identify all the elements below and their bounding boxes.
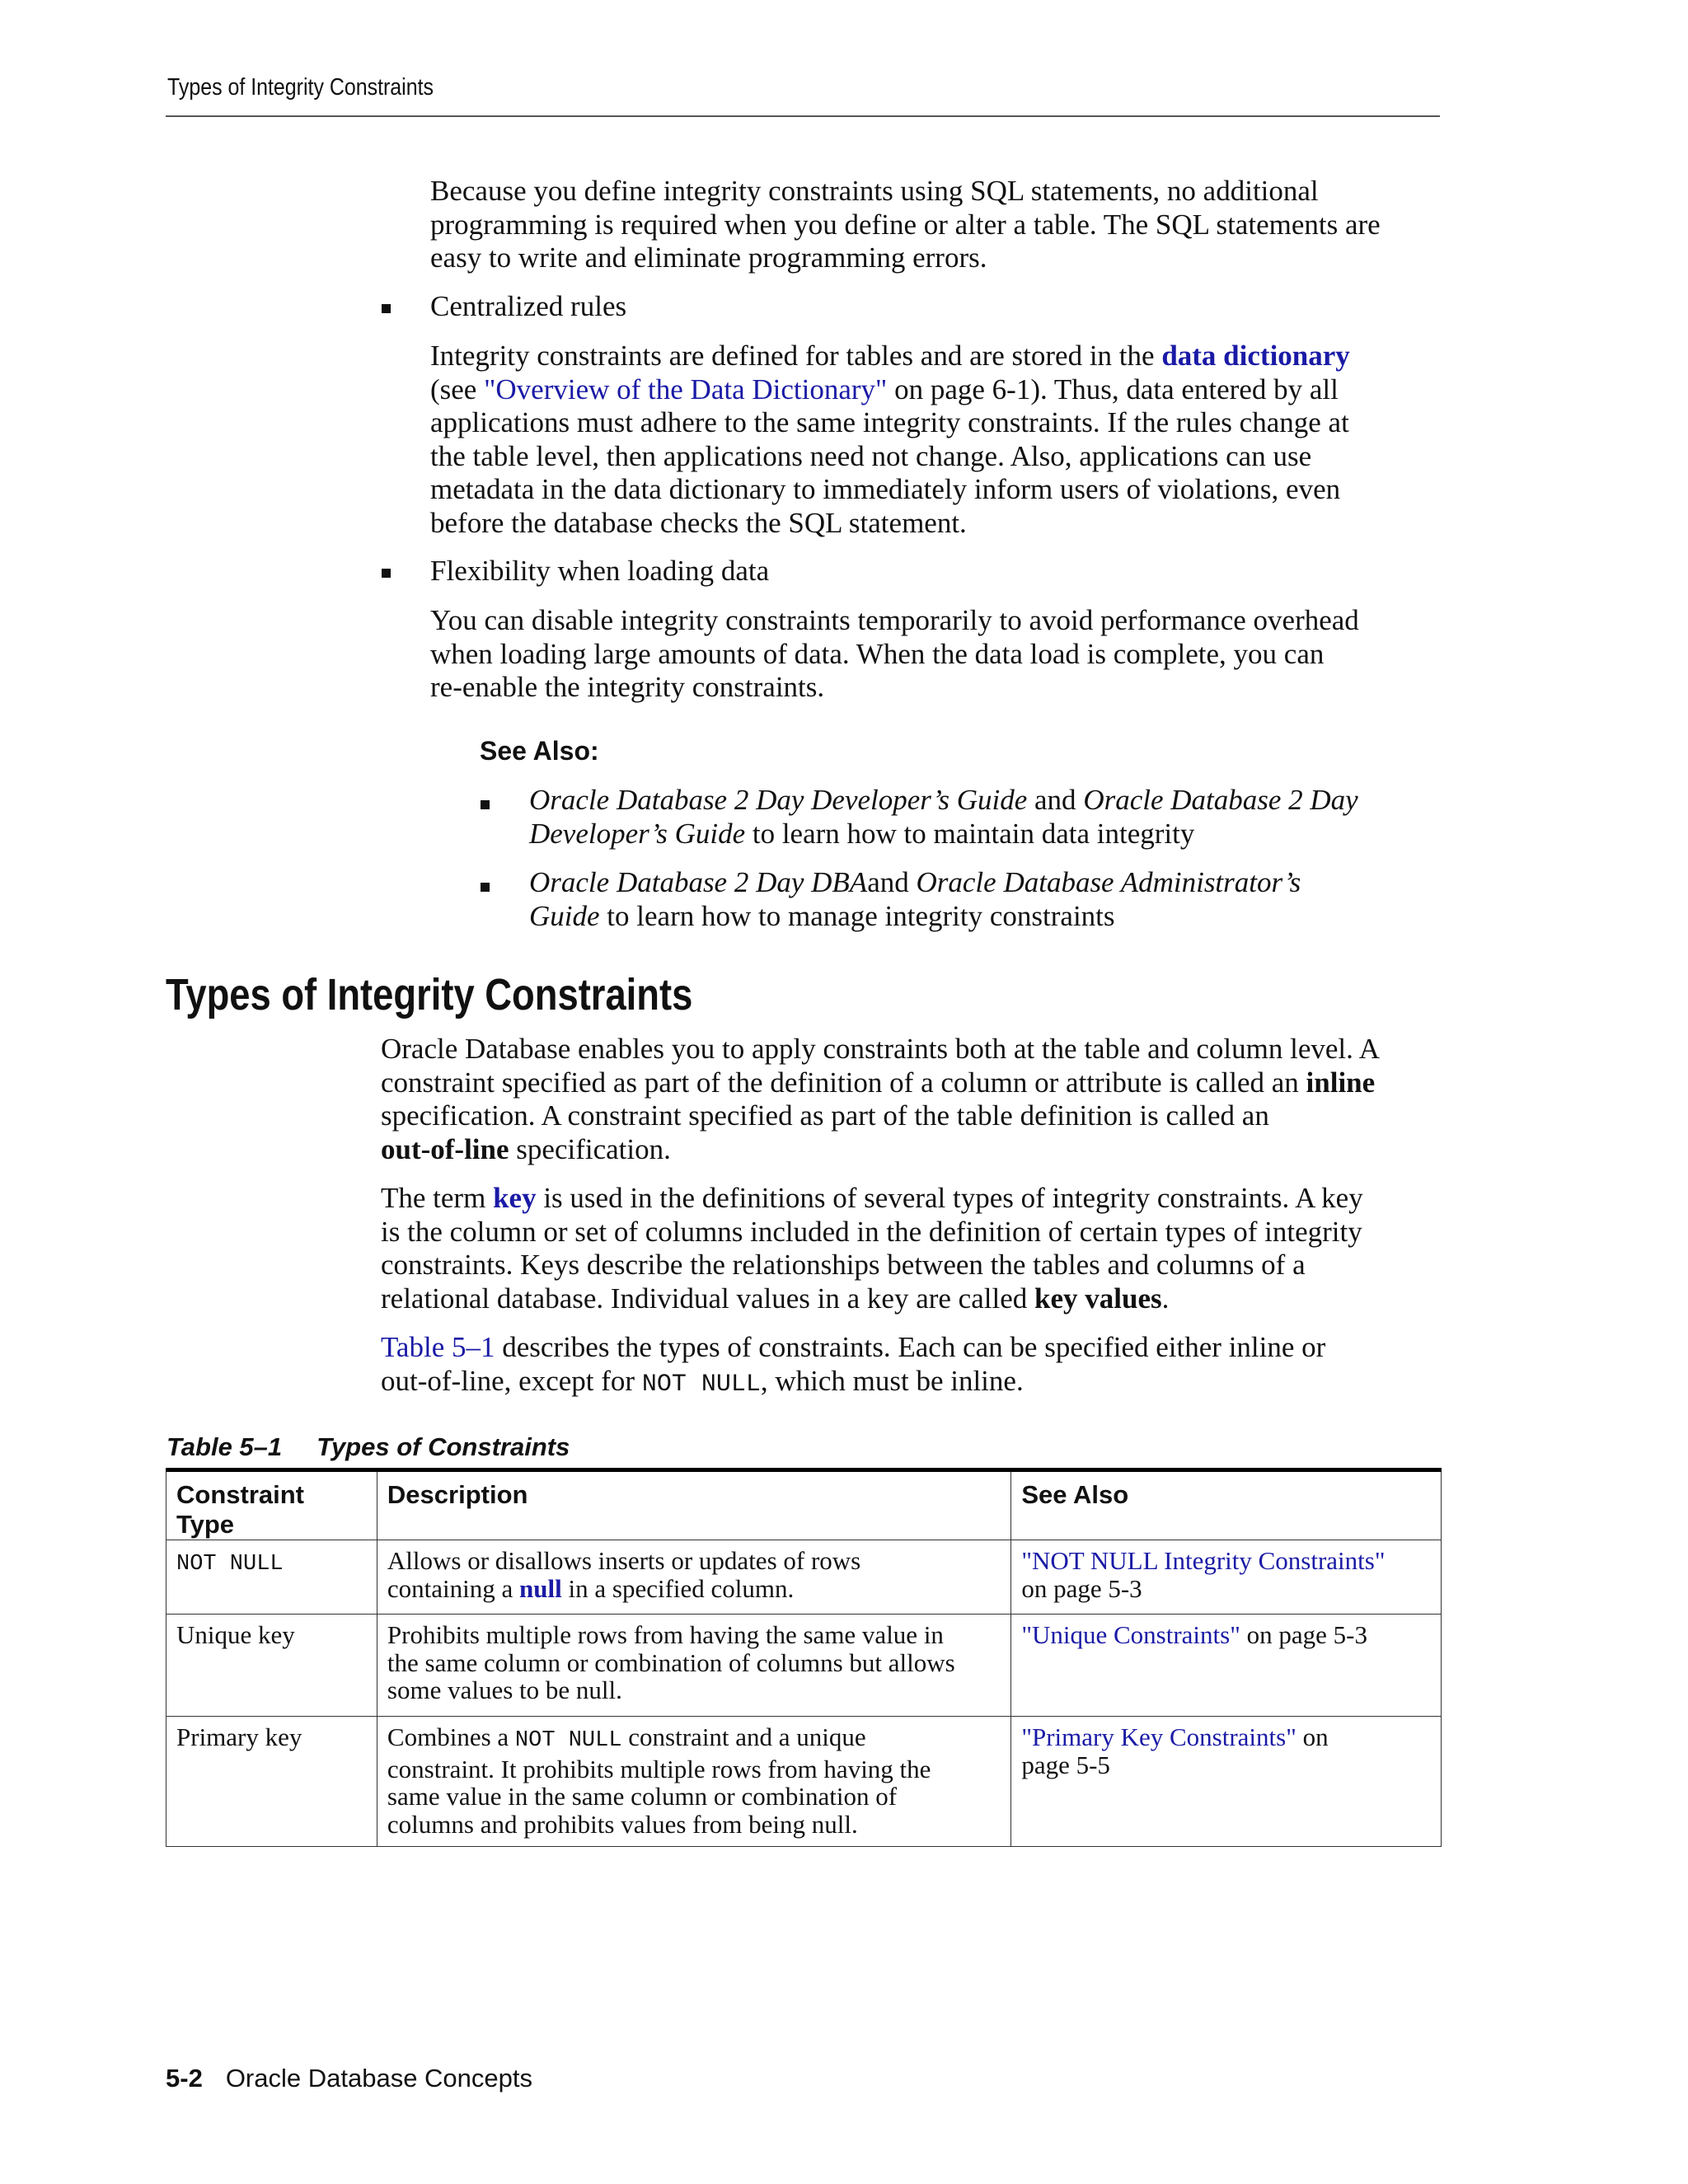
section-paragraph-3 bbox=[381, 1331, 1325, 1401]
constraint-type-cell: Primary key bbox=[166, 1717, 377, 1847]
text-line: metadata in the data dictionary to immediately inform users of violations, even bbox=[430, 473, 1341, 505]
code-not-null: NOT NULL bbox=[641, 1370, 761, 1399]
table-caption bbox=[166, 1432, 570, 1462]
term-key-values: key values bbox=[1034, 1282, 1162, 1315]
bullet-centralized-body bbox=[430, 340, 1350, 540]
description-cell: Allows or disallows inserts or updates of rows containing a null in a specified column. bbox=[377, 1540, 1010, 1615]
section-heading: Types of Integrity Constraints bbox=[166, 970, 693, 1019]
text-line: constraints. Keys describe the relationships between the tables and columns of a bbox=[381, 1249, 1306, 1281]
text-line: relational database. Individual values in a key are called key values. bbox=[381, 1282, 1170, 1315]
book-title: Oracle Database Concepts bbox=[225, 2064, 533, 2093]
primary-key-constraints-link[interactable]: "Primary Key Constraints" bbox=[1021, 1722, 1296, 1751]
text-line: when loading large amounts of data. When the data load is complete, you can bbox=[430, 637, 1325, 670]
see-also-cell: "NOT NULL Integrity Constraints" on page 5-3 bbox=[1011, 1540, 1442, 1615]
see-also-item-1 bbox=[529, 784, 1358, 851]
constraint-type-cell: Unique key bbox=[166, 1615, 377, 1717]
text-line: Oracle Database 2 Day DBAand Oracle Database Administrator’s bbox=[529, 866, 1301, 898]
page-number: 5-2 bbox=[166, 2064, 203, 2093]
text-line: Guide to learn how to manage integrity constraints bbox=[529, 899, 1115, 932]
see-also-cell: "Unique Constraints" on page 5-3 bbox=[1011, 1615, 1442, 1717]
code-not-null: NOT NULL bbox=[514, 1728, 622, 1753]
bullet-square-icon bbox=[382, 569, 391, 578]
text-line: out-of-line specification. bbox=[381, 1132, 671, 1165]
column-header: Constraint Type bbox=[166, 1470, 377, 1540]
bullet-flexibility-title: Flexibility when loading data bbox=[430, 555, 770, 587]
text-line: applications must adhere to the same integrity constraints. If the rules change at bbox=[430, 406, 1349, 438]
section-paragraph-2 bbox=[381, 1182, 1363, 1315]
table-caption-number: Table 5–1 bbox=[166, 1432, 283, 1461]
text-line: out-of-line, except for NOT NULL, which must be inline. bbox=[381, 1364, 1024, 1399]
table-header-row bbox=[166, 1470, 1442, 1540]
term-inline: inline bbox=[1306, 1066, 1376, 1099]
term-key-link[interactable]: key bbox=[493, 1182, 537, 1214]
table-row bbox=[166, 1717, 1442, 1847]
bullet-square-icon bbox=[481, 800, 490, 809]
column-header: Description bbox=[377, 1470, 1010, 1540]
bullet-square-icon bbox=[481, 883, 490, 892]
description-cell: Prohibits multiple rows from having the same value in the same column or combination of columns but allows some values to be null. bbox=[377, 1615, 1010, 1717]
unique-constraints-link[interactable]: "Unique Constraints" bbox=[1021, 1620, 1240, 1649]
text-line: before the database checks the SQL statement. bbox=[430, 506, 967, 539]
intro-line: easy to write and eliminate programming errors. bbox=[430, 241, 987, 274]
text-line: Integrity constraints are defined for tables and are stored in the data dictionary bbox=[430, 340, 1350, 372]
text-line: (see "Overview of the Data Dictionary" on page 6-1). Thus, data entered by all bbox=[430, 373, 1339, 405]
text-line: Table 5–1 describes the types of constraints. Each can be specified either inline or bbox=[381, 1331, 1326, 1363]
text-line: Oracle Database enables you to apply constraints both at the table and column level. A bbox=[381, 1033, 1380, 1065]
constraint-type-cell: NOT NULL bbox=[166, 1540, 377, 1615]
text-line: Developer’s Guide to learn how to maintain data integrity bbox=[529, 817, 1195, 850]
text-line: is the column or set of columns included in the definition of certain types of integrity bbox=[381, 1215, 1362, 1248]
table-5-1-link[interactable]: Table 5–1 bbox=[381, 1331, 495, 1363]
text-line: The term key is used in the definitions of several types of integrity constraints. A key bbox=[381, 1182, 1363, 1214]
page-footer bbox=[166, 2064, 532, 2093]
see-also-cell: "Primary Key Constraints" on page 5-5 bbox=[1011, 1717, 1442, 1847]
description-cell: Combines a NOT NULL constraint and a unique constraint. It prohibits multiple rows from having the same value in the same column or combination of columns and prohibits values from being null. bbox=[377, 1717, 1010, 1847]
header-rule bbox=[166, 115, 1440, 117]
text-line: Oracle Database 2 Day Developer’s Guide and Oracle Database 2 Day bbox=[529, 784, 1358, 816]
text-line: re-enable the integrity constraints. bbox=[430, 671, 825, 703]
section-paragraph-1 bbox=[381, 1033, 1380, 1166]
constraints-table bbox=[166, 1468, 1442, 1847]
bullet-centralized-title: Centralized rules bbox=[430, 290, 627, 322]
text-line: the table level, then applications need not change. Also, applications can use bbox=[430, 439, 1312, 472]
not-null-constraints-link[interactable]: "NOT NULL Integrity Constraints" bbox=[1021, 1546, 1386, 1575]
term-null-link[interactable]: null bbox=[519, 1573, 562, 1603]
table-row bbox=[166, 1540, 1442, 1615]
term-out-of-line: out-of-line bbox=[381, 1132, 509, 1165]
bullet-flexibility-body bbox=[430, 604, 1359, 705]
text-line: You can disable integrity constraints temporarily to avoid performance overhead bbox=[430, 604, 1359, 636]
bullet-square-icon bbox=[382, 304, 391, 313]
running-header: Types of Integrity Constraints bbox=[167, 74, 434, 101]
table-caption-title: Types of Constraints bbox=[316, 1432, 570, 1461]
table-row bbox=[166, 1615, 1442, 1717]
term-data-dictionary-link[interactable]: data dictionary bbox=[1161, 340, 1350, 372]
text-line: specification. A constraint specified as part of the table definition is called an bbox=[381, 1099, 1269, 1132]
intro-line: programming is required when you define or alter a table. The SQL statements are bbox=[430, 208, 1381, 241]
see-also-label: See Also: bbox=[480, 736, 599, 766]
see-also-item-2 bbox=[529, 866, 1301, 933]
column-header: See Also bbox=[1011, 1470, 1442, 1540]
text-line: constraint specified as part of the definition of a column or attribute is called an inline bbox=[381, 1066, 1376, 1099]
intro-paragraph bbox=[430, 175, 1381, 275]
intro-line: Because you define integrity constraints using SQL statements, no additional bbox=[430, 175, 1319, 207]
overview-data-dictionary-link[interactable]: "Overview of the Data Dictionary" bbox=[484, 373, 888, 405]
